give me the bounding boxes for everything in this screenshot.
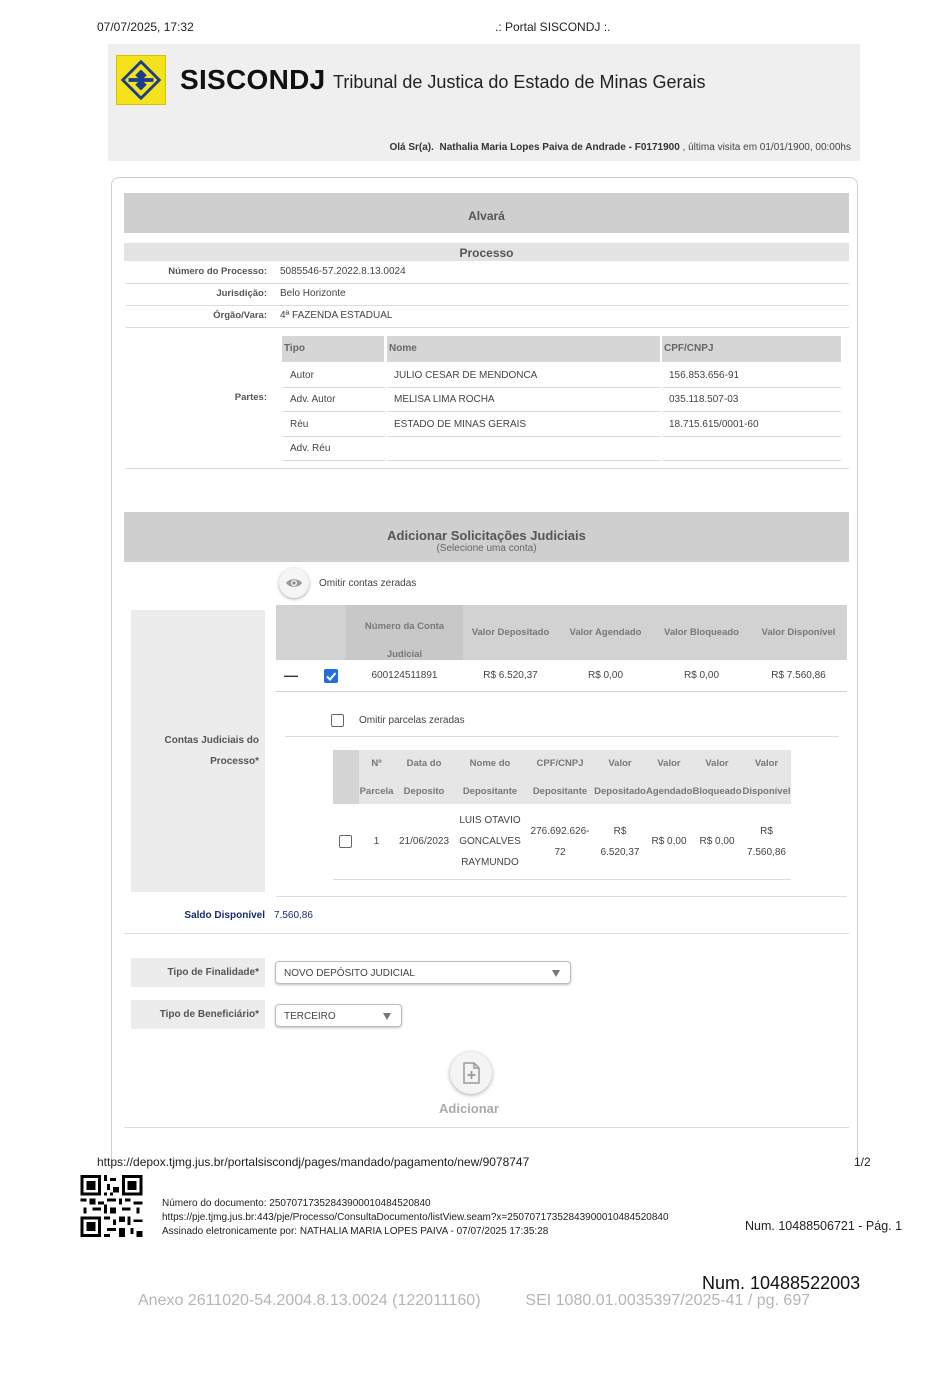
disponivel-line2: 7.560,86 [747, 847, 786, 858]
divider [282, 411, 385, 412]
contas-label-line2: Processo* [210, 756, 259, 767]
header-line2: Bloqueado [692, 786, 742, 797]
divider [388, 460, 660, 461]
header-line1: Valor [608, 758, 632, 769]
anexo-right: SEI 1080.01.0035397/2025-41 / pg. 697 [525, 1292, 811, 1309]
divider [276, 896, 847, 897]
orgao-vara-label: Órgão/Vara: [213, 310, 267, 321]
parcela-bloqueado: R$ 0,00 [699, 836, 735, 847]
divider [663, 387, 841, 388]
header-line1: Nome do [469, 758, 511, 769]
omit-parcelas-checkbox[interactable] [331, 714, 344, 727]
jurisdicao-value: Belo Horizonte [280, 288, 346, 299]
brand-name: SISCONDJ [180, 64, 326, 95]
finalidade-value: NOVO DEPÓSITO JUDICIAL [284, 968, 415, 979]
parcela-agendado: R$ 0,00 [651, 836, 687, 847]
divider [282, 436, 385, 437]
parcela-nome-header [454, 750, 526, 806]
add-document-icon [450, 1052, 492, 1094]
alvara-title: Alvará [124, 193, 849, 233]
header-line2: Parcela [359, 786, 394, 797]
header-line1: Valor [657, 758, 681, 769]
account-number-header [346, 613, 463, 669]
header-line1: Valor [705, 758, 729, 769]
beneficiario-select[interactable] [275, 1004, 402, 1027]
parcela-nome [454, 810, 526, 873]
add-button[interactable] [450, 1052, 492, 1094]
divider [282, 387, 385, 388]
partes-header-nome: Nome [387, 336, 660, 362]
processo-section-title: Processo [124, 243, 849, 261]
qr-code-icon [80, 1175, 143, 1237]
disponivel-line1: R$ [760, 826, 773, 837]
beneficiario-label: Tipo de Beneficiário* [131, 1000, 265, 1029]
parcela-checkbox[interactable] [339, 835, 352, 848]
bank-logo-icon [116, 55, 166, 105]
page-number: 1/2 [854, 1155, 871, 1169]
account-number-header-line1: Número da Conta [364, 621, 445, 632]
processo-number-label: Número do Processo: [168, 266, 267, 277]
divider [282, 460, 385, 461]
header-line1: Valor [754, 758, 779, 769]
parte-doc: 18.715.615/0001-60 [669, 419, 759, 430]
page-url: https://depox.tjmg.jus.br/portalsiscondj/pages/mandado/pagamento/new/9078747 [97, 1155, 530, 1169]
anexo-watermark [138, 1292, 810, 1310]
parcela-disponivel [742, 821, 791, 863]
greeting-prefix: Olá Sr(a). [389, 142, 434, 153]
parcela-data: 21/06/2023 [398, 836, 450, 847]
checkmark-icon [324, 669, 338, 683]
orgao-vara-value: 4ª FAZENDA ESTADUAL [280, 310, 393, 321]
header-line2: Depositado [594, 786, 646, 797]
finalidade-label: Tipo de Finalidade* [131, 958, 265, 987]
divider [663, 411, 841, 412]
print-datetime: 07/07/2025, 17:32 [97, 20, 194, 34]
divider [388, 436, 660, 437]
divider [276, 691, 847, 692]
solicitacoes-title: Adicionar Solicitações Judiciais [387, 528, 586, 543]
divider [333, 879, 791, 880]
valor-disponivel-header: Valor Disponível [761, 627, 836, 638]
doc-url[interactable]: https://pje.tjmg.jus.br:443/pje/Processo/ConsultaDocumento/listView.seam?x=25070717352843900010484520840 [162, 1212, 669, 1223]
account-number-header-line2: Judicial [386, 649, 423, 660]
parte-tipo: Adv. Autor [290, 394, 336, 405]
nome-line1: LUIS OTAVIO [459, 815, 521, 826]
nome-line2: GONCALVES [459, 836, 521, 847]
parcela-depositado-header [594, 750, 646, 806]
header-line1: CPF/CNPJ [536, 758, 584, 769]
signature-block [162, 1197, 669, 1239]
valor-agendado-header: Valor Agendado [569, 627, 642, 638]
omit-parcelas-label: Omitir parcelas zeradas [359, 715, 465, 726]
finalidade-select[interactable] [275, 961, 571, 984]
parcelas-select-col-header [333, 750, 359, 804]
divider [124, 933, 849, 934]
partes-label: Partes: [234, 392, 267, 403]
parte-nome: ESTADO DE MINAS GERAIS [394, 419, 527, 430]
header-line2: Depositante [462, 786, 518, 797]
add-button-label[interactable]: Adicionar [439, 1101, 499, 1116]
parcela-cpf [526, 821, 594, 863]
header-line2: Disponível [742, 786, 791, 797]
valor-depositado-header: Valor Depositado [471, 627, 550, 638]
account-disponivel: R$ 7.560,86 [771, 670, 826, 681]
parte-doc: 156.853.656-91 [669, 370, 740, 381]
cpf-line1: 276.692.626- [530, 826, 590, 837]
collapse-account-button[interactable]: — [284, 667, 298, 683]
account-bloqueado: R$ 0,00 [683, 670, 720, 681]
parcela-numero: 1 [373, 836, 380, 847]
saldo-label: Saldo Disponível [184, 910, 265, 921]
saldo-value: 7.560,86 [274, 910, 313, 921]
omit-accounts-label: Omitir contas zeradas [319, 578, 417, 589]
divider [663, 436, 841, 437]
account-agendado: R$ 0,00 [587, 670, 624, 681]
parte-nome: MELISA LIMA ROCHA [394, 394, 495, 405]
partes-header-cpf: CPF/CNPJ [662, 336, 841, 362]
parcela-disponivel-header [742, 750, 791, 806]
parte-tipo: Autor [290, 370, 314, 381]
doc-num-stamp: Num. 10488522003 [702, 1273, 861, 1293]
parcela-data-header [394, 750, 454, 806]
parcela-agendado-header [646, 750, 692, 806]
divider [124, 1127, 849, 1128]
doc-number: Número do documento: 25070717352843900010484520840 [162, 1198, 431, 1209]
depositado-line2: 6.520,37 [600, 847, 640, 858]
parcela-numero-header [359, 750, 394, 806]
account-number: 600124511891 [371, 670, 438, 681]
divider [126, 305, 849, 306]
divider [663, 460, 841, 461]
parte-doc: 035.118.507-03 [669, 394, 739, 405]
header-line1: Data do [406, 758, 442, 769]
partes-header-tipo: Tipo [282, 336, 384, 362]
jurisdicao-label: Jurisdição: [216, 288, 267, 299]
divider [388, 387, 660, 388]
parcela-depositado [594, 821, 646, 863]
divider [126, 327, 849, 328]
divider [126, 468, 849, 469]
chevron-down-icon [383, 1013, 391, 1020]
cpf-line2: 72 [554, 847, 566, 858]
anexo-left: Anexo 2611020-54.2004.8.13.0024 (122011160) [138, 1292, 481, 1309]
eye-icon [285, 577, 303, 589]
last-visit: , última visita em 01/01/1900, 00:00hs [682, 142, 851, 153]
header-line2: Depositante [532, 786, 588, 797]
court-name: Tribunal de Justica do Estado de Minas Gerais [333, 72, 706, 92]
contas-label [131, 730, 259, 772]
doc-num-page: Num. 10488506721 - Pág. 1 [745, 1219, 903, 1233]
nome-line3: RAYMUNDO [461, 857, 519, 868]
header-line1: Nº [371, 758, 382, 769]
user-name: Nathalia Maria Lopes Paiva de Andrade - F0171900 [439, 142, 680, 153]
solicitacoes-subtitle: (Selecione uma conta) [436, 543, 537, 554]
beneficiario-value: TERCEIRO [284, 1011, 336, 1022]
parcela-cpf-header [526, 750, 594, 806]
divider [126, 283, 849, 284]
parte-tipo: Réu [290, 419, 309, 430]
user-greeting [389, 142, 851, 153]
processo-number-value: 5085546-57.2022.8.13.0024 [280, 266, 406, 277]
header-line2: Agendado [646, 786, 693, 797]
chevron-down-icon [552, 970, 560, 977]
valor-bloqueado-header: Valor Bloqueado [664, 627, 739, 638]
print-page-title: .: Portal SISCONDJ :. [495, 20, 611, 34]
contas-label-line1: Contas Judiciais do [164, 735, 259, 746]
header-line2: Deposito [403, 786, 445, 797]
parte-tipo: Adv. Réu [290, 443, 331, 454]
signed-by: Assinado eletronicamente por: NATHALIA MARIA LOPES PAIVA - 07/07/2025 17:35:28 [162, 1226, 549, 1237]
divider [285, 736, 839, 737]
account-depositado: R$ 6.520,37 [483, 670, 538, 681]
omit-accounts-toggle[interactable] [279, 568, 309, 598]
parte-nome: JULIO CESAR DE MENDONCA [394, 370, 538, 381]
divider [388, 411, 660, 412]
solicitacoes-header [124, 512, 849, 562]
account-checkbox[interactable] [324, 669, 338, 683]
depositado-line1: R$ [613, 826, 627, 837]
parcela-bloqueado-header [692, 750, 742, 806]
